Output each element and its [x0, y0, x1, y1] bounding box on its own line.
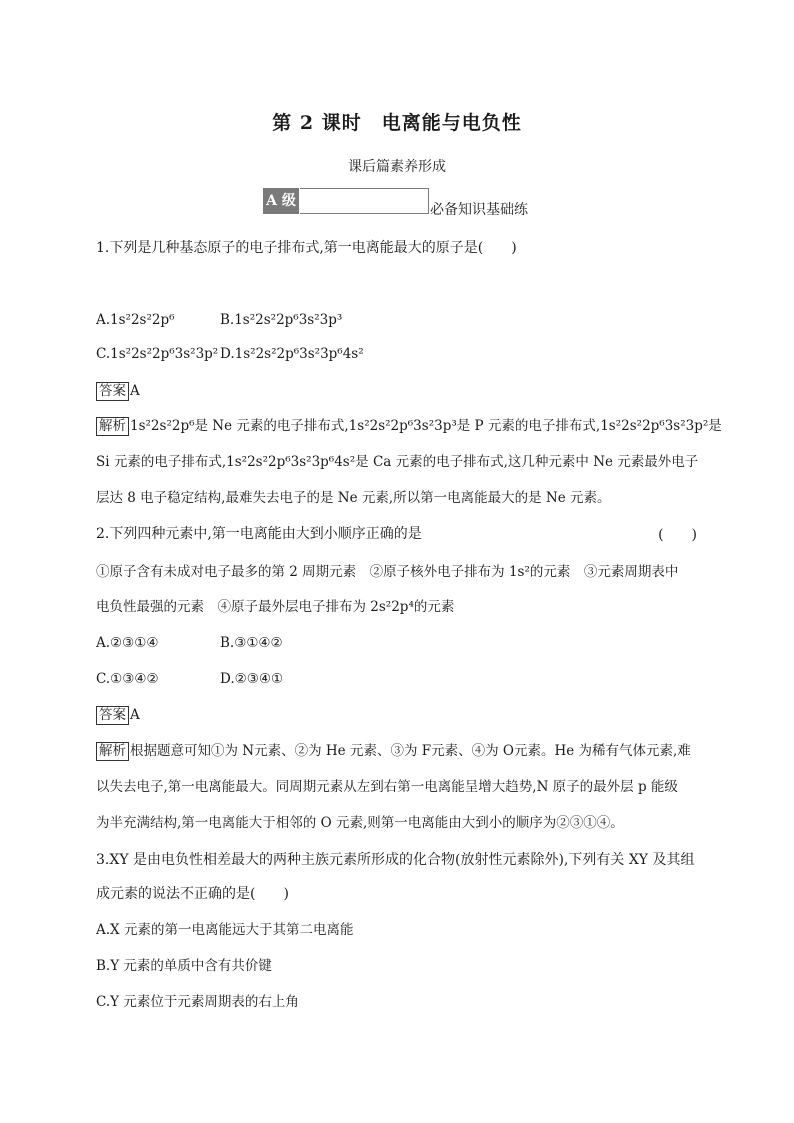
question-3-option-b: B.Y 元素的单质中含有共价键: [96, 958, 272, 974]
question-number: 2.: [96, 526, 110, 542]
option-b: B.③①④②: [220, 635, 283, 651]
analysis-label: 解析: [96, 742, 129, 761]
question-number: 1.: [96, 240, 110, 256]
answer-label: 答案: [96, 382, 129, 401]
question-2-stem-line-2: 电负性最强的元素 ④原子最外层电子排布为 2s²2p⁴的元素: [96, 599, 455, 615]
answer-label: 答案: [96, 706, 129, 725]
question-1-options-row-1: [96, 310, 496, 330]
question-2-stem: [96, 524, 422, 544]
question-3-option-a: A.X 元素的第一电离能远大于其第二电离能: [96, 922, 354, 938]
question-3-stem-line-2: 成元素的说法不正确的是( ): [96, 886, 289, 902]
question-1-analysis-line-2: Si 元素的电子排布式,1s²2s²2p⁶3s²3p⁶4s²是 Ca 元素的电子排布式,这几种元素中 Ne 元素最外电子: [96, 454, 699, 470]
question-text: 下列是几种基态原子的电子排布式,第一电离能最大的原子是( ): [109, 240, 517, 256]
question-2-options-row-1: [96, 633, 496, 653]
page-title: 第 2 课时 电离能与电负性: [272, 112, 522, 134]
question-1-options-row-2: [96, 344, 496, 364]
question-text: XY 是由电负性相差最大的两种主族元素所形成的化合物(放射性元素除外),下列有关 XY 及其组: [109, 852, 695, 868]
option-b: B.1s²2s²2p⁶3s²3p³: [220, 312, 343, 328]
option-d: D.1s²2s²2p⁶3s²3p⁶4s²: [220, 346, 364, 362]
question-2-analysis-line-1: [96, 741, 691, 761]
analysis-text: 1s²2s²2p⁶是 Ne 元素的电子排布式,1s²2s²2p⁶3s²3p³是 P 元素的电子排布式,1s²2s²2p⁶3s²3p²是: [130, 418, 722, 434]
answer-value: A: [130, 383, 140, 399]
question-2-answer-paren: ( ): [658, 527, 697, 543]
option-c: C.1s²2s²2p⁶3s²3p²: [96, 346, 219, 362]
question-2-stem-line-1: ①原子含有未成对电子最多的第 2 周期元素 ②原子核外电子排布为 1s²的元素 ③元素周期表中: [96, 564, 679, 580]
page-subtitle: 课后篇素养形成: [348, 159, 446, 175]
option-a: A.②③①④: [96, 635, 159, 651]
level-box: [300, 188, 429, 214]
question-2-answer: [96, 705, 140, 725]
question-3-stem-line-1: [96, 850, 695, 870]
question-1-stem: [96, 238, 517, 258]
option-c: C.①③④②: [96, 671, 159, 687]
option-a: A.1s²2s²2p⁶: [96, 312, 175, 328]
level-label: 必备知识基础练: [430, 202, 528, 218]
analysis-label: 解析: [96, 417, 129, 436]
question-1-analysis-line-1: [96, 416, 722, 436]
question-number: 3.: [96, 852, 110, 868]
question-text: 下列四种元素中,第一电离能由大到小顺序正确的是: [109, 526, 422, 542]
question-2-analysis-line-2: 以失去电子,第一电离能最大。同周期元素从左到右第一电离能呈增大趋势,N 原子的最外层 p 能级: [96, 779, 678, 795]
answer-value: A: [130, 707, 140, 723]
level-badge: A 级: [263, 188, 299, 214]
question-1-analysis-line-3: 层达 8 电子稳定结构,最难失去电子的是 Ne 元素,所以第一电离能最大的是 Ne 元素。: [96, 490, 611, 506]
question-3-option-c: C.Y 元素位于元素周期表的右上角: [96, 994, 299, 1010]
question-2-analysis-line-3: 为半充满结构,第一电离能大于相邻的 O 元素,则第一电离能由大到小的顺序为②③①④。: [96, 815, 624, 831]
analysis-text: 根据题意可知①为 N元素、②为 He 元素、③为 F元素、④为 O元素。He 为稀有气体元素,难: [130, 743, 691, 759]
question-1-answer: [96, 381, 140, 401]
question-2-options-row-2: [96, 669, 496, 689]
option-d: D.②③④①: [220, 671, 284, 687]
